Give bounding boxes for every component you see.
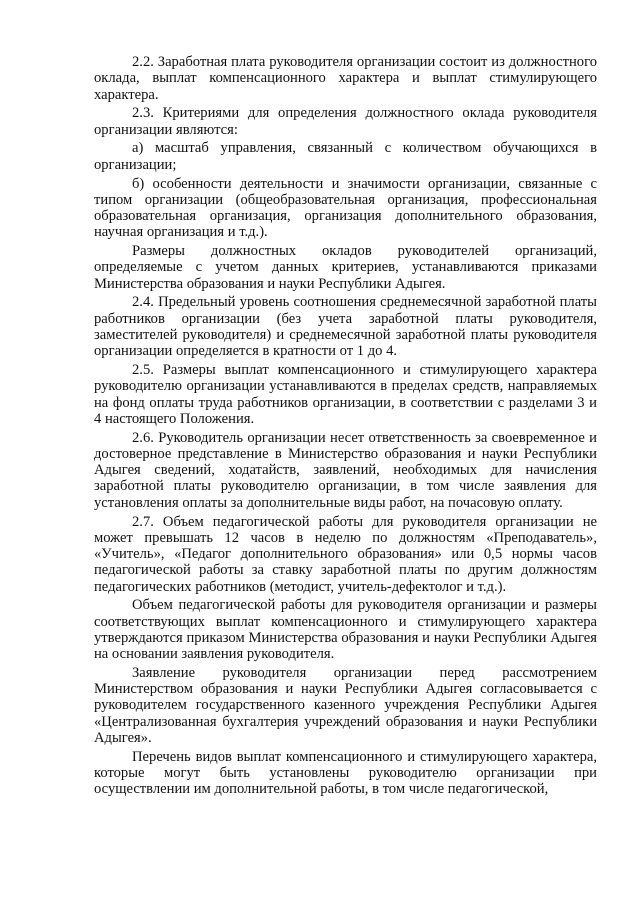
paragraph-2-2: 2.2. Заработная плата руководителя организации состоит из должностного оклада, выплат компенсационного характера и выплат стимулирующего характера.: [94, 54, 597, 103]
paragraph-salary-sizes: Размеры должностных окладов руководителей организаций, определяемые с учетом данных критериев, устанавливаются приказами Министерства образования и науки Республики Адыгея.: [94, 243, 597, 292]
paragraph-payments-list: Перечень видов выплат компенсационного и стимулирующего характера, которые могут быть установлены руководителю организации при осуществлении им дополнительной работы, в том числе педагогической,: [94, 748, 597, 798]
paragraph-2-3: 2.3. Критериями для определения должностного оклада руководителя организации являются:: [94, 105, 597, 138]
paragraph-2-3-item-b: б) особенности деятельности и значимости организации, связанные с типом организации (общеобразовательная организация, профессиональная образовательная организация, организация дополнительного образования, научная организация и т.д.).: [94, 175, 597, 241]
paragraph-application-approval: Заявление руководителя организации перед рассмотрением Министерством образования и науки Республики Адыгея согласовывается с руководителем государственного казенного учреждения Республики Адыгея «Централизованная бухгалтерия учреждений образования и науки Республики Адыгея».: [94, 664, 597, 746]
paragraph-2-7: 2.7. Объем педагогической работы для руководителя организации не может превышать 12 часов в неделю по должностям «Преподаватель», «Учитель», «Педагог дополнительного образования» или 0,5 нормы часов педагогической работы за ставку заработной платы по другим должностям педагогических работников (методист, учитель-дефектолог и т.д.).: [94, 513, 597, 595]
document-page: [94, 54, 597, 800]
paragraph-2-4: 2.4. Предельный уровень соотношения среднемесячной заработной платы работников организации (без учета заработной платы руководителя, заместителей руководителя) и среднемесячной заработной платы руководителя организации определяется в кратности от 1 до 4.: [94, 294, 597, 360]
paragraph-2-5: 2.5. Размеры выплат компенсационного и стимулирующего характера руководителю организации устанавливаются в пределах средств, направляемых на фонд оплаты труда работников организации, в соответствии с разделами 3 и 4 настоящего Положения.: [94, 362, 597, 427]
paragraph-teaching-volume: Объем педагогической работы для руководителя организации и размеры соответствующих выплат компенсационного и стимулирующего характера утверждаются приказом Министерства образования и науки Республики Адыгея на основании заявления руководителя.: [94, 597, 597, 663]
paragraph-2-6: 2.6. Руководитель организации несет ответственность за своевременное и достоверное представление в Министерство образования и науки Республики Адыгея сведений, ходатайств, заявлений, необходимых для начисления заработной платы руководителю организации, в том числе заявления для установления оплаты за дополнительные виды работ, на почасовую оплату.: [94, 429, 597, 511]
paragraph-2-3-item-a: а) масштаб управления, связанный с количеством обучающихся в организации;: [94, 140, 597, 173]
